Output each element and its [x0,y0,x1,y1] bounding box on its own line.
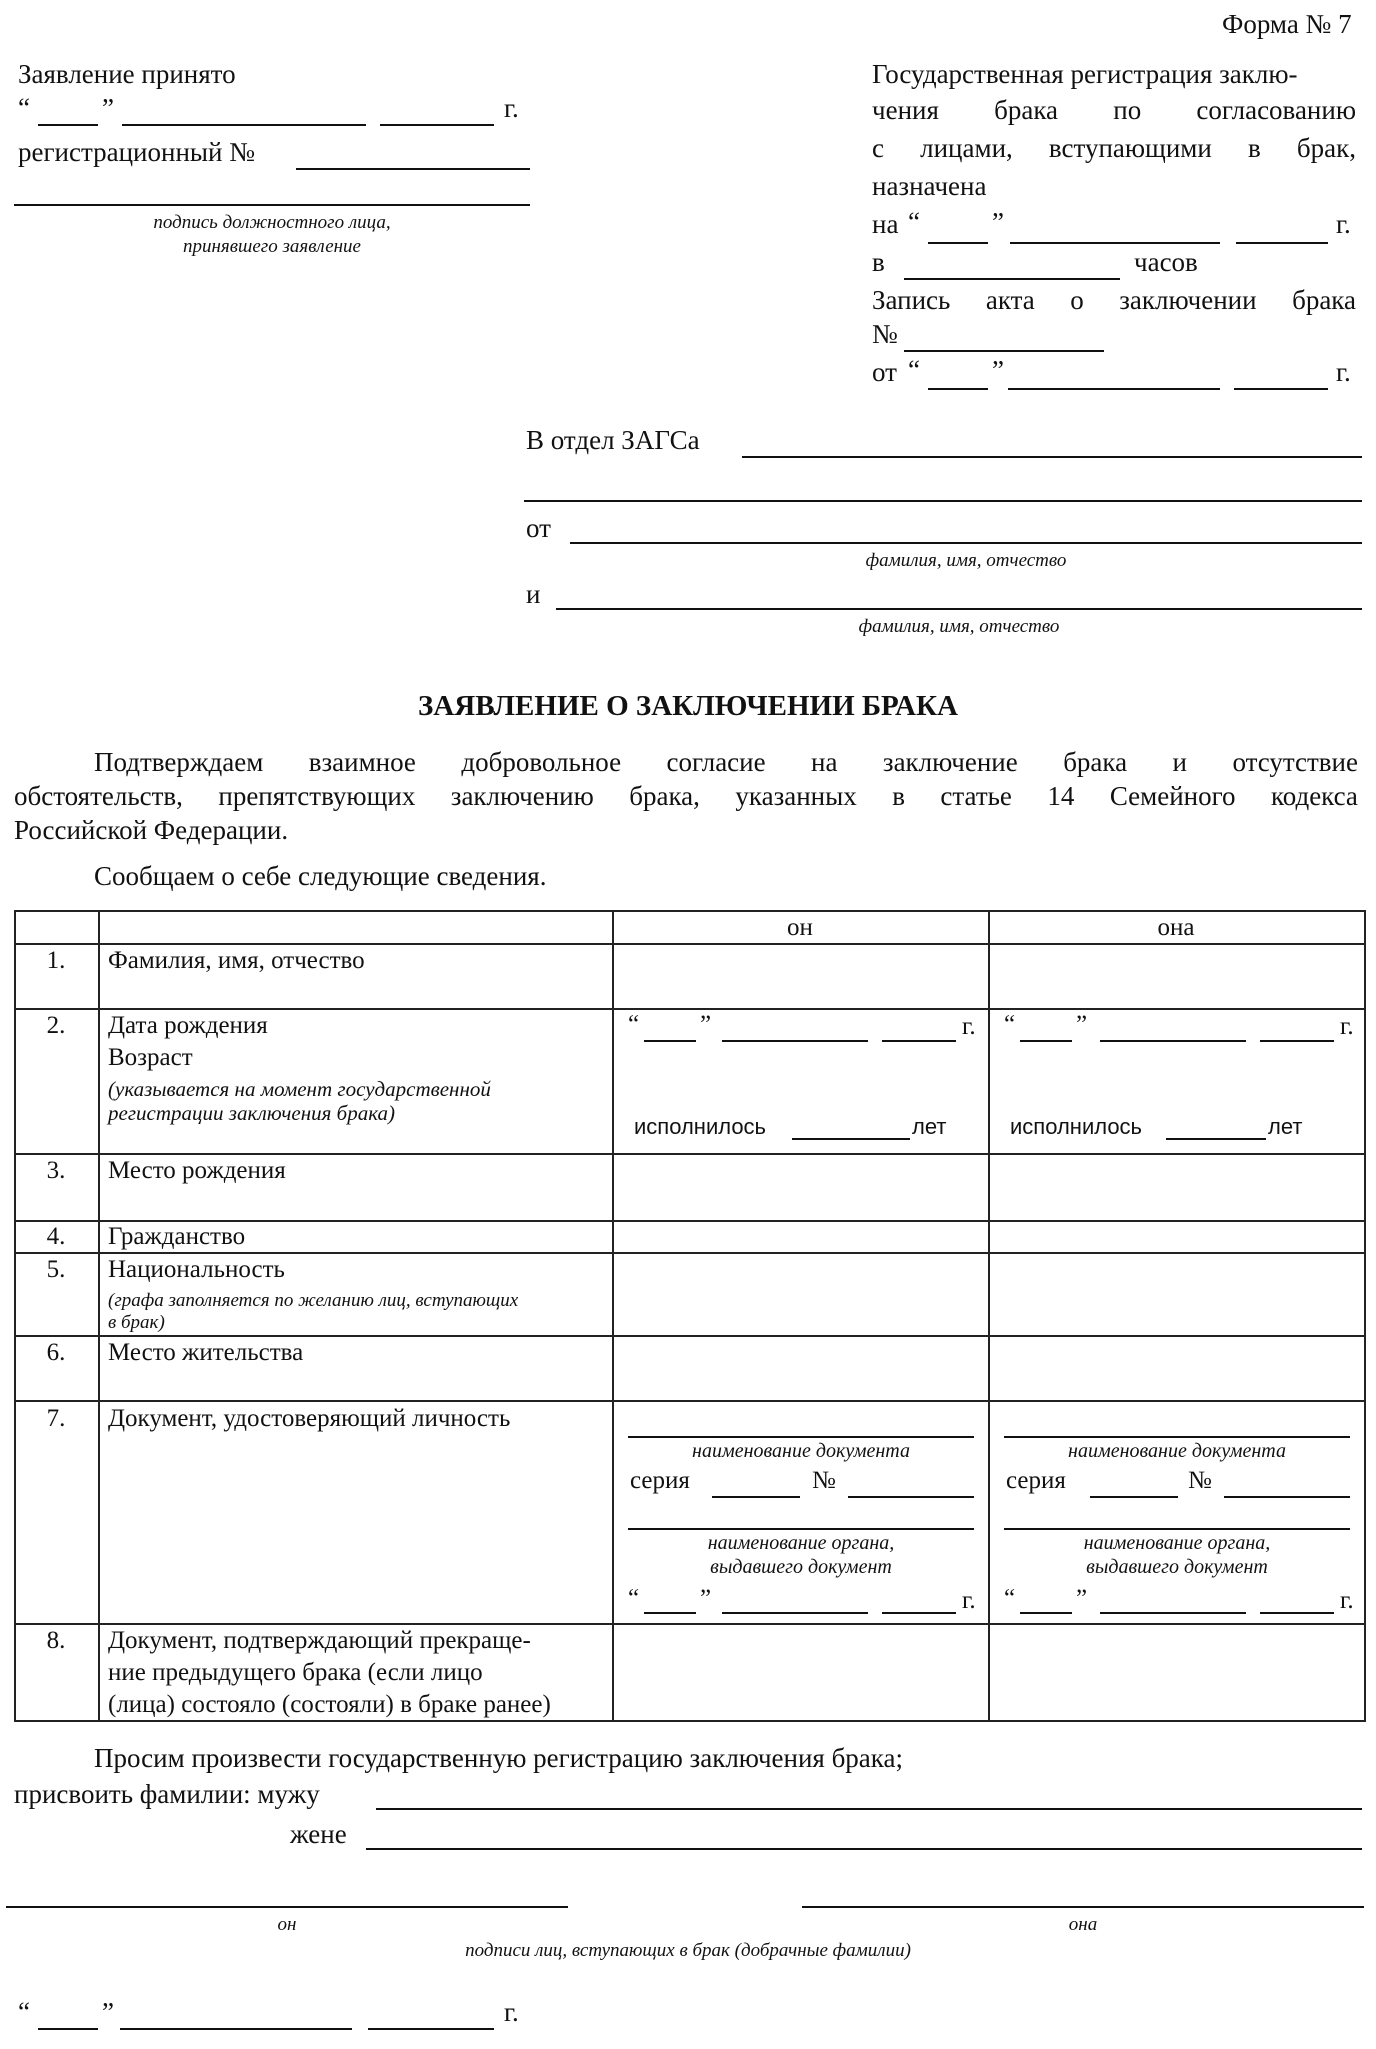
application-day-field[interactable] [38,2028,98,2030]
word: брака, [629,781,700,811]
form-number: Форма № 7 [1222,9,1352,39]
issuer-caption-1: наименование органа, [1083,1532,1271,1554]
paragraph-line-3: Российской Федерации. [14,815,289,845]
paragraph-line-2 [14,780,1358,812]
fio-caption-2: фамилия, имя, отчество [858,616,1060,637]
word: в [1247,133,1261,163]
reg-line-3 [872,132,1356,164]
row-number: 2. [46,1012,66,1039]
zags-field-continued[interactable] [524,500,1362,502]
from-label: от [872,357,897,387]
row-number: 5. [46,1256,66,1283]
document-title: ЗАЯВЛЕНИЕ О ЗАКЛЮЧЕНИИ БРАКА [418,690,958,722]
year-suffix: г. [504,93,519,123]
he-doc-series-field[interactable] [712,1496,800,1498]
word: в [892,781,905,811]
he-birth-year-field[interactable] [882,1040,956,1042]
row-number: 7. [46,1405,66,1432]
she-prev-marriage-cell[interactable] [990,1625,1362,1719]
word: добровольное [461,747,622,777]
age-prefix: исполнилось [1010,1114,1143,1139]
scheduled-day-field[interactable] [928,242,988,244]
table-border [1364,910,1366,1722]
word: заключение [882,747,1018,777]
reg-number-field[interactable] [296,168,530,170]
reg-line-1: Государственная регистрация заклю- [872,59,1298,89]
accepted-title: Заявление принято [18,59,236,89]
signature-caption-1: подпись должностного лица, [153,212,391,233]
she-fio-cell[interactable] [990,945,1362,1007]
year-suffix: г. [1340,1013,1354,1040]
paragraph-line-1 [94,746,1358,778]
reg-line-2 [872,94,1356,126]
applicant-1-fio-field[interactable] [570,542,1362,544]
she-birth-year-field[interactable] [1260,1040,1334,1042]
record-number-label: № [872,319,898,349]
word: лицами, [920,133,1013,163]
record-month-field[interactable] [1008,388,1220,390]
quote-close: ” [102,93,114,123]
and-label: и [526,579,541,609]
row-number: 8. [46,1627,66,1654]
fio-caption-1: фамилия, имя, отчество [865,550,1067,571]
he-fio-cell[interactable] [614,945,986,1007]
row-label: Документ, подтверждающий прекраще- [108,1627,531,1654]
word: брака [1063,747,1128,777]
he-doc-issue-day-field[interactable] [644,1612,696,1614]
quote-open: “ [1004,1585,1016,1612]
she-birth-day-field[interactable] [1020,1040,1072,1042]
signature-caption-2: принявшего заявление [183,236,361,257]
applicant-2-fio-field[interactable] [556,608,1362,610]
reg-number-label: регистрационный № [18,137,256,167]
word: Семейного [1109,781,1236,811]
year-suffix: г. [1340,1587,1354,1614]
year-suffix: г. [962,1587,976,1614]
she-residence-cell[interactable] [990,1337,1362,1399]
row-label: Место рождения [108,1157,286,1184]
record-line [872,284,1356,316]
word: 14 [1047,781,1075,811]
row-label: Документ, удостоверяющий личность [108,1405,511,1432]
she-doc-issue-month-field[interactable] [1100,1612,1246,1614]
row-label: Национальность [108,1256,285,1283]
word: заключении [1119,285,1257,315]
age-suffix: лет [912,1114,947,1139]
word: взаимное [308,747,416,777]
scheduled-hours-field[interactable] [904,278,1120,280]
year-suffix: г. [504,1997,519,2027]
row-label: Фамилия, имя, отчество [108,947,365,974]
info-intro: Сообщаем о себе следующие сведения. [94,861,547,891]
year-field[interactable] [380,124,494,126]
quote-open: “ [18,93,30,123]
request-line: Просим произвести государственную регистрацию заключения брака; [94,1743,903,1773]
word: с [872,133,884,163]
word: вступающими [1048,133,1212,163]
column-header-she: она [1157,914,1195,941]
word: отсутствие [1232,747,1358,777]
year-suffix: г. [1336,209,1351,239]
word: брака [994,95,1059,125]
he-doc-name-field[interactable] [628,1436,974,1438]
doc-name-caption: наименование документа [1068,1440,1286,1462]
official-signature-field[interactable] [14,204,530,206]
issuer-caption-2: выдавшего документ [710,1556,892,1578]
she-signature-caption: она [1068,1914,1098,1935]
signatures-caption: подписи лиц, вступающих в брак (добрачные фамилии) [465,1940,911,1961]
row-label: Дата рождения [108,1012,268,1039]
table-rule [98,910,100,1722]
quote-close: ” [700,1011,712,1038]
scheduled-month-field[interactable] [1010,242,1220,244]
row-label: Место жительства [108,1339,304,1366]
quote-open: “ [1004,1011,1016,1038]
row-number: 6. [46,1339,66,1366]
he-birth-day-field[interactable] [644,1040,696,1042]
he-prev-marriage-cell[interactable] [614,1625,986,1719]
he-doc-issue-month-field[interactable] [722,1612,868,1614]
series-label: серия [1006,1467,1066,1494]
he-birthplace-cell[interactable] [614,1155,986,1219]
she-birth-month-field[interactable] [1100,1040,1246,1042]
she-doc-number-field[interactable] [1224,1496,1350,1498]
record-number-field[interactable] [904,350,1104,352]
word: акта [985,285,1035,315]
quote-open: “ [628,1585,640,1612]
word: обстоятельств, [14,781,183,811]
scheduled-year-field[interactable] [1236,242,1328,244]
from-label: от [526,513,551,543]
word: на [811,747,838,777]
reg-line-4: назначена [872,171,987,201]
in-label: в [872,247,885,277]
series-label: серия [630,1467,690,1494]
he-signature-caption: он [277,1914,297,1935]
row-label-age: Возраст [108,1044,193,1071]
word: статье [940,781,1012,811]
quote-open: “ [908,355,920,385]
month-field[interactable] [122,124,366,126]
row-note: регистрации заключения брака) [108,1101,395,1125]
hours-label: часов [1134,247,1198,277]
he-doc-number-field[interactable] [848,1496,974,1498]
quote-close: ” [700,1585,712,1612]
he-doc-issue-year-field[interactable] [882,1612,956,1614]
row-number: 1. [46,947,66,974]
application-month-field[interactable] [120,2028,352,2030]
table-rule [14,1008,1364,1010]
she-signature-field[interactable] [802,1906,1364,1908]
word: брак, [1296,133,1356,163]
table-border [14,910,1364,912]
quote-open: “ [18,1997,30,2027]
year-suffix: г. [962,1013,976,1040]
row-number: 4. [46,1223,66,1250]
quote-close: ” [1076,1585,1088,1612]
quote-close: ” [992,355,1004,385]
word: чения [872,95,939,125]
age-suffix: лет [1268,1114,1303,1139]
word: заключению [450,781,594,811]
word: кодекса [1270,781,1358,811]
table-rule [14,1400,1364,1402]
she-citizenship-cell[interactable] [990,1222,1362,1251]
column-header-he: он [787,914,813,941]
doc-name-caption: наименование документа [692,1440,910,1462]
she-nationality-cell[interactable] [990,1254,1362,1334]
row-note: (указывается на момент государственной [108,1077,491,1101]
word: согласованию [1196,95,1356,125]
word: брака [1292,285,1356,315]
he-residence-cell[interactable] [614,1337,986,1399]
he-age-field[interactable] [792,1138,910,1140]
husband-surname-field[interactable] [376,1808,1362,1810]
word: по [1113,95,1142,125]
she-age-field[interactable] [1166,1138,1266,1140]
quote-close: ” [992,207,1004,237]
word: согласие [666,747,766,777]
she-doc-issue-year-field[interactable] [1260,1612,1334,1614]
row-label: (лица) состояло (состояли) в браке ранее) [108,1691,551,1718]
row-note: в брак) [108,1312,165,1333]
application-year-field[interactable] [368,2028,494,2030]
zags-field[interactable] [742,456,1362,458]
number-label: № [812,1467,836,1494]
day-field[interactable] [38,124,98,126]
on-label: на [872,209,899,239]
issuer-caption-1: наименование органа, [707,1532,895,1554]
word: Запись [872,285,951,315]
number-label: № [1188,1467,1212,1494]
she-doc-series-field[interactable] [1090,1496,1178,1498]
quote-close: ” [102,1997,114,2027]
row-label: Гражданство [108,1223,246,1250]
word: о [1070,285,1084,315]
age-prefix: исполнилось [634,1114,767,1139]
wife-surname-field[interactable] [366,1848,1362,1850]
issuer-caption-2: выдавшего документ [1086,1556,1268,1578]
he-citizenship-cell[interactable] [614,1222,986,1251]
row-label: ние предыдущего брака (если лицо [108,1659,483,1686]
he-birth-month-field[interactable] [722,1040,868,1042]
row-note: (графа заполняется по желанию лиц, вступающих [108,1290,519,1311]
wife-label: жене [290,1819,347,1849]
quote-open: “ [908,207,920,237]
word: Подтверждаем [94,747,264,777]
row-number: 3. [46,1157,66,1184]
she-birthplace-cell[interactable] [990,1155,1362,1219]
record-year-field[interactable] [1234,388,1328,390]
record-day-field[interactable] [928,388,988,390]
table-border [14,1720,1364,1722]
quote-open: “ [628,1011,640,1038]
word: и [1172,747,1187,777]
year-suffix: г. [1336,357,1351,387]
word: препятствующих [218,781,416,811]
he-signature-field[interactable] [6,1906,568,1908]
word: указанных [735,781,857,811]
she-doc-name-field[interactable] [1004,1436,1350,1438]
he-doc-issuer-field[interactable] [628,1528,974,1530]
he-nationality-cell[interactable] [614,1254,986,1334]
she-doc-issuer-field[interactable] [1004,1528,1350,1530]
zags-label: В отдел ЗАГСа [526,425,700,455]
quote-close: ” [1076,1011,1088,1038]
she-doc-issue-day-field[interactable] [1020,1612,1072,1614]
assign-surname-label: присвоить фамилии: мужу [14,1779,320,1809]
